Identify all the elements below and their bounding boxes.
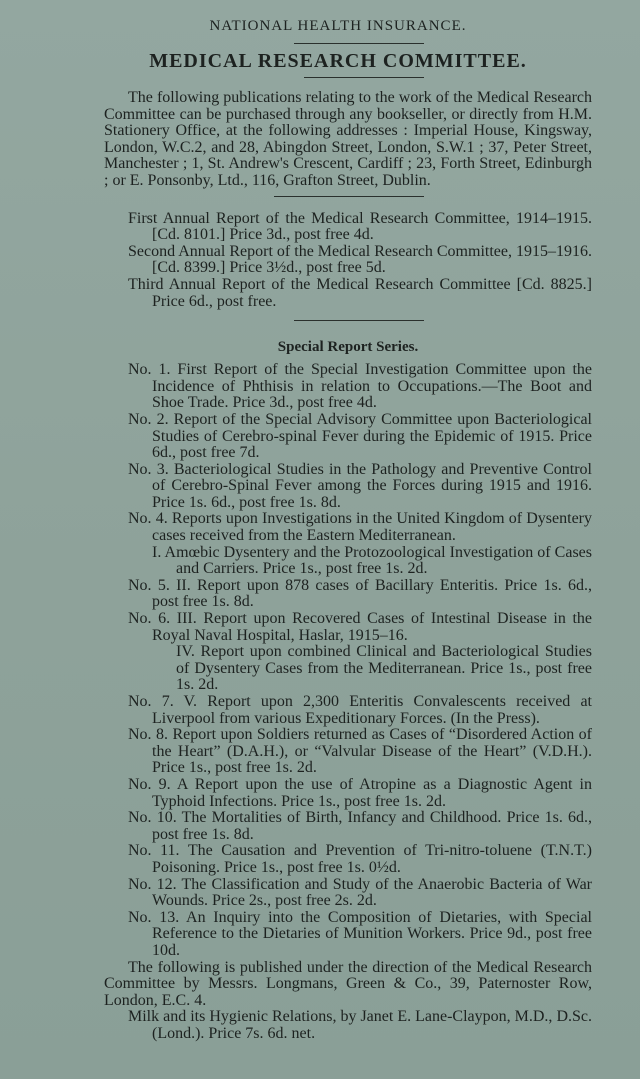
page-header: NATIONAL HEALTH INSURANCE.: [209, 18, 467, 34]
intro-paragraph: The following publications relating to the work of the Medical Research Committee can be purchased through any bookseller, or directly from H.M. Stationery Office, at the following addresses : Imperial House, Kingsway, London, W.C.2, and 28, Abingdon Street, London, S.W.1 ; 37, Peter Street, Manchester ; 1, St. Andrew's Crescent, Cardiff ; 23, Forth Street, Edinburgh ; or E. Ponsonby, Ltd., 116, Grafton Street, Dublin.: [104, 89, 592, 189]
special-report-entry: No. 2. Report of the Special Advisory Committee upon Bacteriological Studies of Cerebro-spinal Fever during the Epidemic of 1915. Price 6d., post free 7d.: [128, 410, 592, 462]
special-report-heading: Special Report Series.: [277, 339, 419, 356]
special-report-entry: No. 9. A Report upon the use of Atropine as a Diagnostic Agent in Typhoid Infections. Price 1s., post free 1s. 2d.: [128, 775, 592, 810]
special-report-entry: No. 13. An Inquiry into the Composition of Dietaries, with Special Reference to the Dietaries of Munition Workers. Price 9d., post free 10d.: [128, 908, 592, 959]
divider: [274, 196, 424, 197]
special-report-entry: No. 8. Report upon Soldiers returned as Cases of “Disordered Action of the Heart” (D.A.H.), or “Valvular Disease of the Heart” (V.D.H.). Price 1s., post free 1s. 2d.: [128, 726, 592, 777]
special-report-subentry: IV. Report upon combined Clinical and Bacteriological Studies of Dysentery Cases from the Mediterranean. Price 1s., post free 1s. 2d.: [176, 643, 592, 694]
divider: [294, 320, 424, 321]
page-title: MEDICAL RESEARCH COMMITTEE.: [149, 50, 527, 72]
special-report-list: [104, 362, 592, 959]
special-report-entry: No. 4. Reports upon Investigations in the United Kingdom of Dysentery cases received from the Eastern Mediterranean.: [128, 510, 592, 545]
annual-report-entry: Second Annual Report of the Medical Research Committee, 1915–1916. [Cd. 8399.] Price 3½d., post free 5d.: [128, 242, 592, 277]
milk-publication-entry: Milk and its Hygienic Relations, by Janet E. Lane-Claypon, M.D., D.Sc. (Lond.). Price 7s. 6d. net.: [128, 1008, 592, 1042]
special-report-entry: No. 5. II. Report upon 878 cases of Bacillary Enteritis. Price 1s. 6d., post free 1s. 8d.: [128, 576, 592, 611]
special-report-entry: No. 10. The Mortalities of Birth, Infancy and Childhood. Price 1s. 6d., post free 1s. 8d.: [128, 809, 592, 843]
annual-report-entry: Third Annual Report of the Medical Research Committee [Cd. 8825.] Price 6d., post free.: [128, 275, 592, 310]
special-report-entry: No. 6. III. Report upon Recovered Cases of Intestinal Disease in the Royal Naval Hospital, Haslar, 1915–16.: [128, 610, 592, 644]
special-report-entry: No. 3. Bacteriological Studies in the Pathology and Preventive Control of Cerebro-Spinal Fever among the Forces during 1915 and 1916. Price 1s. 6d., post free 1s. 8d.: [128, 460, 592, 511]
special-report-entry: No. 1. First Report of the Special Investigation Committee upon the Incidence of Phthisis in relation to Occupations.—The Boot and Shoe Trade. Price 3d., post free 4d.: [128, 361, 592, 412]
special-report-subentry: I. Amœbic Dysentery and the Protozoological Investigation of Cases and Carriers. Price 1s., post free 1s. 2d.: [152, 543, 592, 578]
divider: [304, 77, 424, 78]
divider: [294, 43, 424, 44]
special-report-entry: No. 12. The Classification and Study of the Anaerobic Bacteria of War Wounds. Price 2s., post free 2s. 2d.: [128, 875, 592, 910]
special-report-entry: No. 7. V. Report upon 2,300 Enteritis Convalescents received at Liverpool from various Expeditionary Forces. (In the Press).: [128, 693, 592, 727]
publisher-note: The following is published under the direction of the Medical Research Committee by Messrs. Longmans, Green & Co., 39, Paternoster Row, London, E.C. 4.: [104, 958, 592, 1009]
annual-report-entry: First Annual Report of the Medical Research Committee, 1914–1915. [Cd. 8101.] Price 3d., post free 4d.: [128, 209, 592, 244]
annual-reports-list: [104, 211, 592, 311]
special-report-entry: No. 11. The Causation and Prevention of Tri-nitro-toluene (T.N.T.) Poisoning. Price 1s., post free 1s. 0½d.: [128, 842, 592, 876]
